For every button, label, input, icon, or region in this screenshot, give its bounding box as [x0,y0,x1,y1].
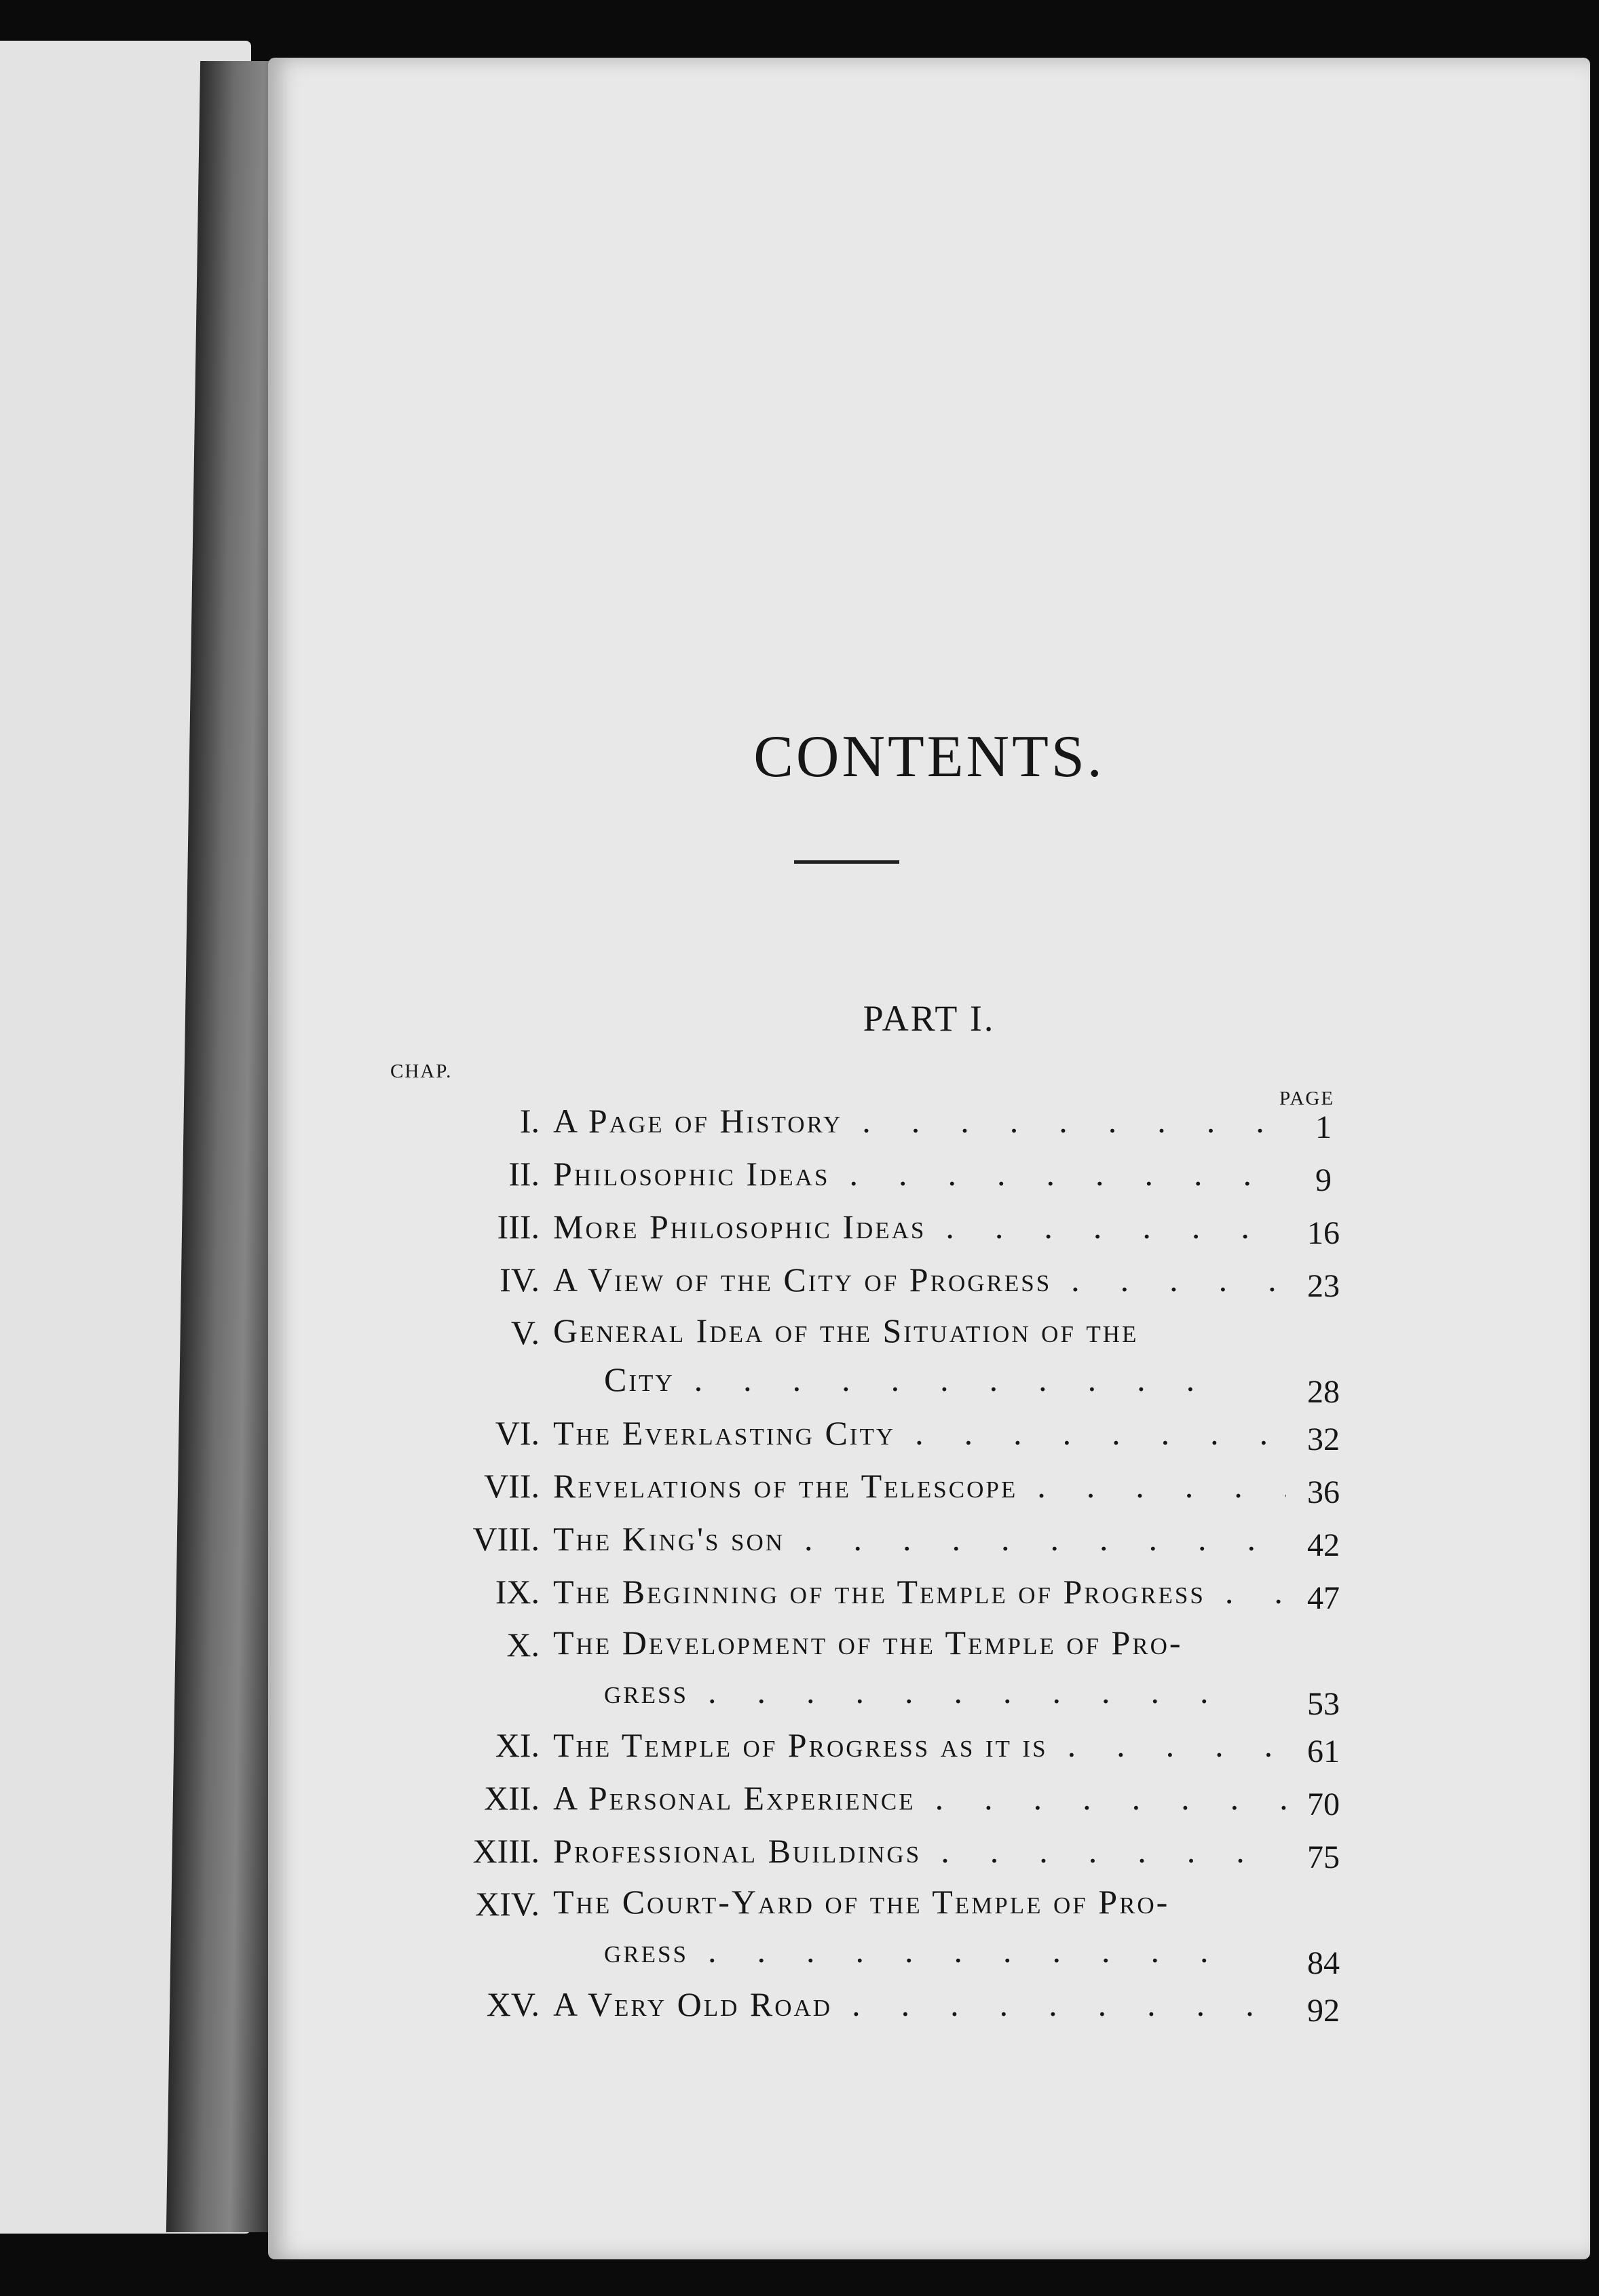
page-number: 9 [1315,1162,1332,1198]
chapter-number: VI. [495,1414,540,1452]
chapter-number: VII. [484,1467,540,1505]
chapter-title-line: General Idea of the Situation of the [553,1312,1139,1350]
chapter-number: I. [519,1102,540,1140]
page-number: 42 [1307,1527,1340,1563]
toc-entry [268,1147,1354,1200]
page-number: 28 [1307,1374,1340,1410]
page-number: 47 [1307,1580,1340,1616]
chapter-title: The King's son . [553,1512,1286,1565]
toc-entry [268,1253,1354,1306]
chapter-title: A Very Old Road . [553,1978,1286,2031]
page-number: 53 [1307,1686,1340,1722]
chapter-title [553,1618,1286,1716]
toc-entry [268,1459,1354,1512]
chapter-title-line: The Development of the Temple of Pro- [553,1624,1183,1662]
chapter-title: Revelations of the Telescope . [553,1459,1286,1512]
toc-entry [268,1772,1354,1824]
chapter-number: X. [506,1626,540,1664]
page-number: 70 [1307,1786,1340,1822]
title-rule [794,860,899,864]
chapter-title: A Personal Experience . [553,1772,1286,1824]
chapter-title: More Philosophic Ideas . [553,1200,1286,1253]
chapter-title-line: The Court-Yard of the Temple of Pro- [553,1883,1170,1921]
chapter-number: II. [508,1155,540,1193]
page-number: 92 [1307,1993,1340,2029]
chapter-number: III. [497,1208,540,1246]
chap-column-label: CHAP. [390,1060,453,1082]
page-number: 61 [1307,1734,1340,1769]
chapter-number: XIII. [472,1832,540,1870]
chapter-title: The Everlasting City . [553,1407,1286,1459]
toc-entry [268,1978,1354,2031]
toc-entry [268,1200,1354,1253]
chapter-title: Philosophic Ideas . [553,1147,1286,1200]
chapter-title-continuation: City [604,1360,675,1398]
toc-entry [268,1719,1354,1772]
toc-entry [268,1877,1354,1981]
toc-entry [268,1512,1354,1565]
toc-entry [268,1094,1354,1147]
page-number: 1 [1315,1109,1332,1145]
chapter-title [553,1877,1286,1975]
contents-page [268,58,1590,2259]
dot-leader: . . . . . . . . . . . [674,1360,1197,1398]
part-heading: PART I. [863,998,996,1039]
toc-entry [268,1824,1354,1877]
chapter-title [553,1306,1286,1404]
page-number: 23 [1307,1268,1340,1304]
page-column-label: PAGE [1279,1088,1335,1109]
chapter-number: XV. [486,1985,540,2023]
chapter-number: IV. [500,1261,540,1299]
chapter-title: A View of the City of Progress . [553,1253,1286,1306]
chapter-number: XI. [495,1726,540,1764]
toc-entry [268,1565,1354,1618]
page-number: 36 [1307,1474,1340,1510]
chapter-title-continuation: gress [604,1932,688,1970]
toc-entry [268,1618,1354,1722]
page-number: 32 [1307,1421,1340,1457]
chapter-number: VIII. [472,1520,540,1558]
chapter-number: XII. [484,1779,540,1817]
chapter-title: The Temple of Progress as it is . [553,1719,1286,1772]
page-number: 16 [1307,1215,1340,1251]
chapter-number: V. [510,1314,540,1352]
chapter-title: A Page of History . [553,1094,1286,1147]
toc-entry [268,1306,1354,1410]
dot-leader: . . . . . . . . . . . [688,1932,1210,1970]
chapter-title: The Beginning of the Temple of Progress . [553,1565,1286,1618]
chapter-title-continuation: gress [604,1672,688,1710]
page-number: 84 [1307,1945,1340,1981]
page-title: CONTENTS. [753,724,1105,790]
chapter-number: IX. [495,1573,540,1611]
chapter-title: Professional Buildings . [553,1824,1286,1877]
dot-leader: . . . . . . . . . . . [688,1672,1210,1710]
page-number: 75 [1307,1839,1340,1875]
toc-list [268,1094,1354,2031]
chapter-number: XIV. [475,1885,540,1923]
toc-entry [268,1407,1354,1459]
